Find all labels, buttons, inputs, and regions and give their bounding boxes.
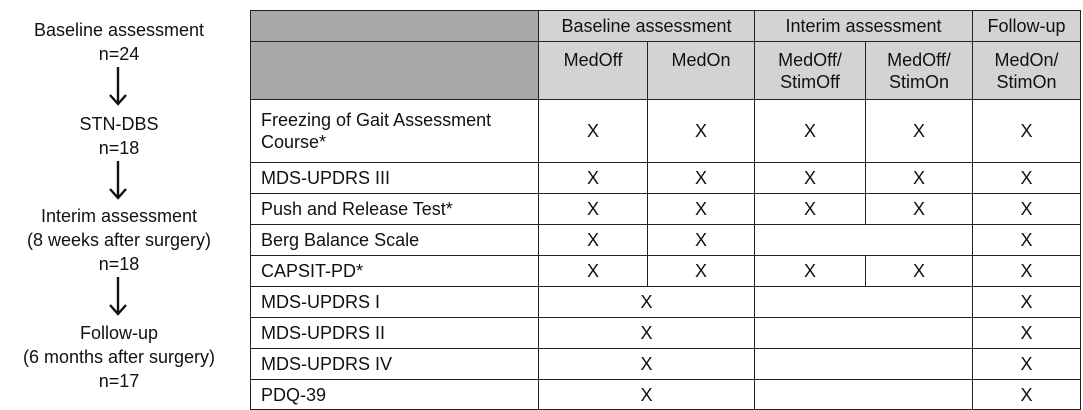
- cond-text-1: MedOff/: [887, 49, 951, 70]
- empty-cell: [755, 287, 973, 318]
- stage-title: Follow-up: [79, 323, 159, 343]
- empty-cell: [755, 380, 973, 410]
- mark-cell: X: [539, 287, 755, 318]
- corner-cell: [251, 11, 539, 42]
- stage-title: STN-DBS: [79, 114, 159, 134]
- row-label-line-2: Course*: [261, 132, 327, 152]
- group-header-row: [251, 11, 1081, 42]
- empty-cell: [755, 349, 973, 380]
- mark-cell: X: [755, 163, 866, 194]
- stage-interim: [0, 204, 238, 276]
- row-label: [251, 100, 539, 163]
- cond-text-2: StimOn: [888, 71, 949, 92]
- arrow-down-icon: [106, 160, 130, 200]
- stage-n: n=18: [98, 138, 140, 158]
- mark-cell: X: [973, 380, 1081, 410]
- table-row: [251, 225, 1081, 256]
- arrow-down-icon: [106, 66, 130, 106]
- row-label: MDS-UPDRS I: [251, 287, 539, 318]
- mark-cell: X: [539, 380, 755, 410]
- table-row: [251, 349, 1081, 380]
- mark-cell: X: [866, 194, 973, 225]
- mark-cell: X: [973, 287, 1081, 318]
- mark-cell: X: [648, 163, 755, 194]
- table-row: [251, 100, 1081, 163]
- row-label-line-1: Freezing of Gait Assessment: [261, 110, 492, 130]
- assessment-schedule-table: [250, 10, 1081, 410]
- mark-cell: X: [648, 225, 755, 256]
- mark-cell: X: [539, 349, 755, 380]
- mark-cell: X: [539, 256, 648, 287]
- stage-stn-dbs: [0, 112, 238, 160]
- mark-cell: X: [648, 256, 755, 287]
- mark-cell: X: [539, 100, 648, 163]
- row-label: Berg Balance Scale: [251, 225, 539, 256]
- mark-cell: X: [973, 349, 1081, 380]
- stage-detail: (8 weeks after surgery): [26, 230, 212, 250]
- group-header-interim: Interim assessment: [755, 11, 973, 42]
- stage-n: n=18: [98, 254, 140, 274]
- mark-cell: X: [755, 100, 866, 163]
- table-row: [251, 380, 1081, 410]
- cond-medoff: [539, 42, 648, 100]
- row-label: MDS-UPDRS IV: [251, 349, 539, 380]
- table-row: [251, 163, 1081, 194]
- stage-followup: [0, 321, 238, 393]
- group-header-followup: Follow-up: [973, 11, 1081, 42]
- mark-cell: X: [866, 100, 973, 163]
- mark-cell: X: [866, 256, 973, 287]
- mark-cell: X: [539, 163, 648, 194]
- mark-cell: X: [973, 163, 1081, 194]
- corner-cell: [251, 42, 539, 100]
- mark-cell: X: [539, 225, 648, 256]
- stage-title: Baseline assessment: [33, 20, 205, 40]
- empty-cell: [755, 225, 973, 256]
- cond-medoff-stimon: [866, 42, 973, 100]
- row-label: PDQ-39: [251, 380, 539, 410]
- cond-medon: [648, 42, 755, 100]
- condition-header-row: [251, 42, 1081, 100]
- cond-text: MedOn: [671, 49, 731, 70]
- cond-text-1: MedOff/: [778, 49, 842, 70]
- row-label: MDS-UPDRS II: [251, 318, 539, 349]
- stage-baseline: [0, 18, 238, 66]
- cond-text-2: StimOff: [780, 71, 840, 92]
- stage-n: n=17: [98, 371, 140, 391]
- stage-detail: (6 months after surgery): [22, 347, 216, 367]
- cond-text-2: StimOn: [996, 71, 1057, 92]
- table-row: [251, 194, 1081, 225]
- table-row: [251, 287, 1081, 318]
- mark-cell: X: [648, 100, 755, 163]
- cond-text: MedOff: [563, 49, 623, 70]
- empty-cell: [755, 318, 973, 349]
- stage-title: Interim assessment: [40, 206, 198, 226]
- mark-cell: X: [973, 225, 1081, 256]
- mark-cell: X: [648, 194, 755, 225]
- mark-cell: X: [755, 194, 866, 225]
- mark-cell: X: [973, 194, 1081, 225]
- mark-cell: X: [866, 163, 973, 194]
- table-row: [251, 256, 1081, 287]
- row-label: CAPSIT-PD*: [251, 256, 539, 287]
- mark-cell: X: [755, 256, 866, 287]
- study-flow: [0, 0, 238, 408]
- mark-cell: X: [973, 100, 1081, 163]
- mark-cell: X: [973, 256, 1081, 287]
- cond-medoff-stimoff: [755, 42, 866, 100]
- mark-cell: X: [539, 318, 755, 349]
- mark-cell: X: [973, 318, 1081, 349]
- stage-n: n=24: [98, 44, 140, 64]
- group-header-baseline: Baseline assessment: [539, 11, 755, 42]
- cond-medon-stimon: [973, 42, 1081, 100]
- arrow-down-icon: [106, 276, 130, 316]
- mark-cell: X: [539, 194, 648, 225]
- cond-text-1: MedOn/: [994, 49, 1059, 70]
- row-label: MDS-UPDRS III: [251, 163, 539, 194]
- table-row: [251, 318, 1081, 349]
- row-label: Push and Release Test*: [251, 194, 539, 225]
